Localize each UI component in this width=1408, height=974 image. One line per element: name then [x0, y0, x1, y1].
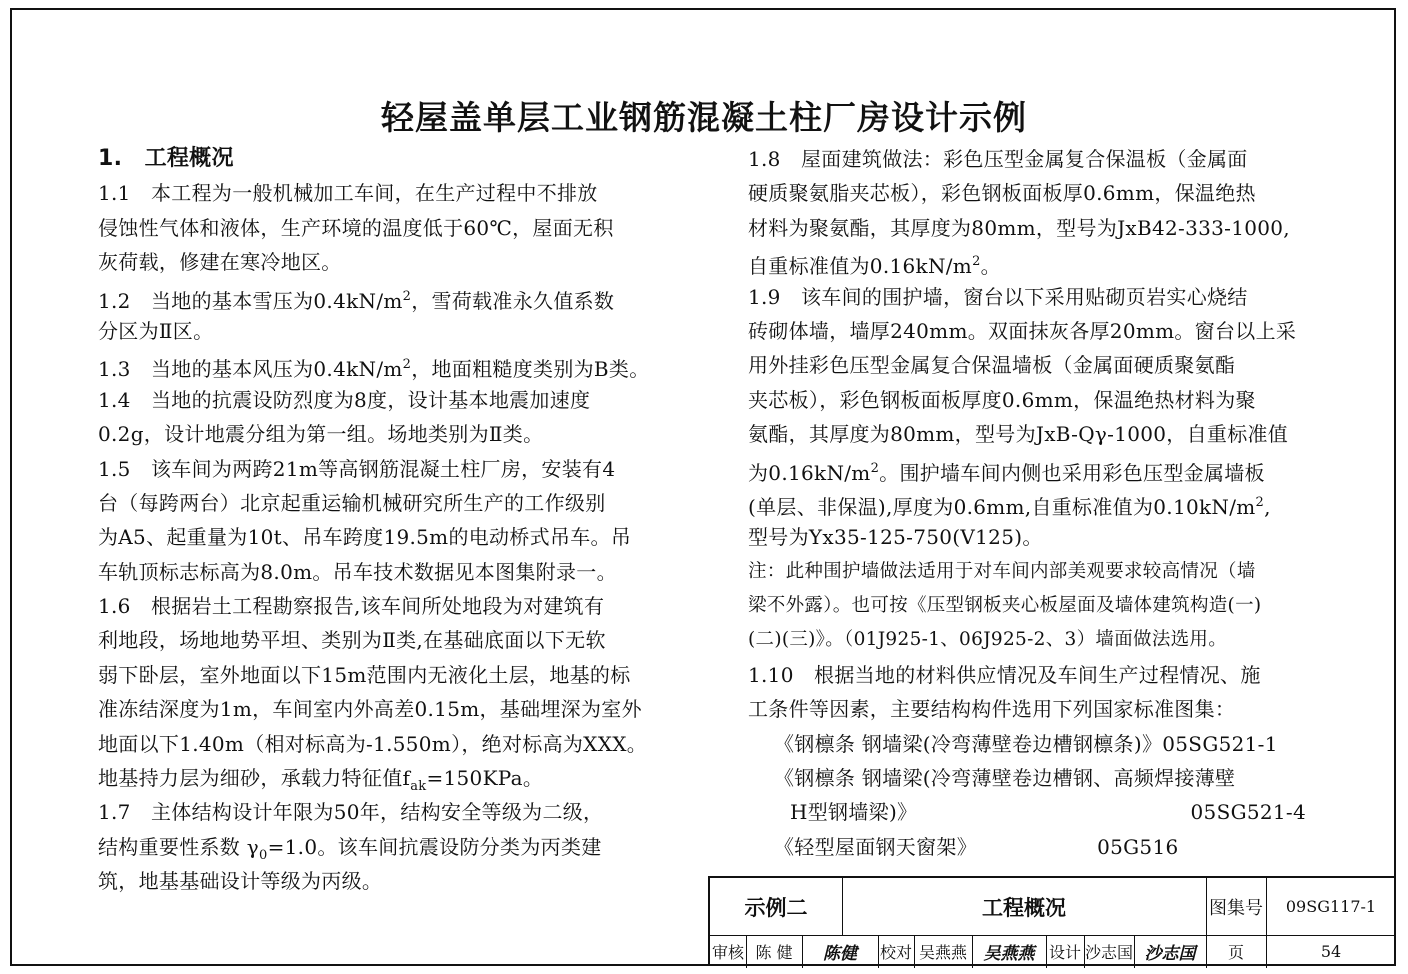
- reviewer-signature: 陈健: [823, 944, 857, 964]
- standard-ref: H型钢墙梁)》 05SG521-4: [790, 800, 1306, 825]
- standard-ref: 《钢檩条 钢墙梁(冷弯薄壁卷边槽钢檩条)》05SG521-1: [774, 731, 1278, 756]
- text-line: 1.3 当地的基本风压为$0.4kN/m^2$，地面粗糙度类别为B类。: [98, 357, 650, 382]
- text-line: 为A5、起重量为10t、吊车跨度19.5m的电动桥式吊车。吊: [98, 525, 632, 550]
- text-line: 车轨顶标志标高为8.0m。吊车技术数据见本图集附录一。: [98, 559, 617, 584]
- text-line: 1.9 该车间的围护墙，窗台以下采用贴砌页岩实心烧结: [748, 284, 1248, 309]
- text-line: 工条件等因素，主要结构构件选用下列国家标准图集：: [748, 697, 1236, 722]
- text-line: 结构重要性系数 $\gamma_0=1.0$。该车间抗震设防分类为丙类建: [98, 834, 602, 863]
- text-line: 型号为Yx35-125-750(V125)。: [748, 525, 1043, 550]
- text-line: 1.5 该车间为两跨21m等高钢筋混凝土柱厂房，安装有4: [98, 456, 616, 481]
- text-line: 1.10 根据当地的材料供应情况及车间生产过程情况、施: [748, 662, 1261, 687]
- page-number: 54: [1320, 942, 1342, 961]
- text-line: 1.2 当地的基本雪压为$0.4kN/m^2$，雪荷载准永久值系数: [98, 288, 615, 313]
- text-line: 台（每跨两台）北京起重运输机械研究所生产的工作级别: [98, 490, 606, 515]
- designer-name: 沙志国: [1084, 943, 1133, 962]
- right-column: [748, 142, 1318, 864]
- text-line: 砖砌体墙，墙厚240mm。双面抹灰各厚20mm。窗台以上采: [748, 318, 1297, 343]
- text-line: (单层、非保温),厚度为0.6mm,自重标准值为$0.10kN/m^2$,: [748, 494, 1271, 519]
- text-line: 分区为Ⅱ区。: [98, 318, 214, 343]
- text-line: 0.2g，设计地震分组为第一组。场地类别为Ⅱ类。: [98, 422, 544, 447]
- text-line: 利地段，场地地势平坦、类别为Ⅱ类,在基础底面以下无软: [98, 628, 606, 653]
- text-line: 准冻结深度为1m，车间室内外高差0.15m，基础埋深为室外: [98, 697, 642, 722]
- sheet-title: 工程概况: [982, 895, 1066, 920]
- design-label: 设计: [1048, 943, 1081, 962]
- text-line: 1.4 当地的抗震设防烈度为8度，设计基本地震加速度: [98, 387, 591, 412]
- left-column: [98, 142, 668, 899]
- text-line: 用外挂彩色压型金属复合保温墙板（金属面硬质聚氨酯: [748, 353, 1236, 378]
- checker-signature: 吴燕燕: [983, 944, 1035, 964]
- reviewer-name: 陈 健: [755, 943, 793, 962]
- example-label: 示例二: [744, 895, 808, 920]
- text-line: 自重标准值为$0.16kN/m^2$。: [748, 254, 1001, 279]
- note-line: (二)(三)》。（01J925-1、06J925-2、3）墙面做法选用。: [748, 629, 1228, 651]
- text-line: 1.7 主体结构设计年限为50年，结构安全等级为二级，: [98, 800, 604, 825]
- note-line: 梁不外露）。也可按《压型钢板夹心板屋面及墙体建筑构造(一): [748, 595, 1262, 617]
- text-line: 地基持力层为细砂，承载力特征值$f_{ak}=150KPa$。: [98, 766, 544, 795]
- title-block: [708, 876, 1396, 966]
- text-line: 侵蚀性气体和液体，生产环境的温度低于60℃，屋面无积: [98, 215, 614, 240]
- text-line: 弱下卧层，室外地面以下15m范围内无液化土层，地基的标: [98, 662, 631, 687]
- note-line: 注：此种围护墙做法适用于对车间内部美观要求较高情况（墙: [748, 560, 1256, 582]
- standard-ref: 《轻型屋面钢天窗架》 05G516: [774, 834, 1179, 859]
- text-line: 1.1 本工程为一般机械加工车间，在生产过程中不排放: [98, 181, 598, 206]
- text-line: 地面以下1.40m（相对标高为-1.550m），绝对标高为XXX。: [98, 731, 648, 756]
- text-line: 灰荷载，修建在寒冷地区。: [98, 250, 342, 275]
- atlas-label: 图集号: [1209, 897, 1263, 919]
- designer-signature: 沙志国: [1144, 944, 1196, 964]
- text-line: 为$0.16kN/m^2$。围护墙车间内侧也采用彩色压型金属墙板: [748, 460, 1265, 485]
- checker-name: 吴燕燕: [918, 943, 967, 962]
- review-label: 审核: [711, 943, 744, 962]
- check-label: 校对: [879, 943, 912, 962]
- text-line: 1.6 根据岩土工程勘察报告,该车间所处地段为对建筑有: [98, 594, 605, 619]
- standard-ref: 《钢檩条 钢墙梁(冷弯薄壁卷边槽钢、高频焊接薄壁: [774, 766, 1236, 791]
- text-line: 筑，地基基础设计等级为丙级。: [98, 869, 383, 894]
- text-line: 硬质聚氨脂夹芯板），彩色钢板面板厚0.6mm，保温绝热: [748, 181, 1256, 206]
- text-line: 氨酯，其厚度为80mm，型号为JxB-Qγ-1000，自重标准值: [748, 422, 1289, 447]
- text-line: 材料为聚氨酯，其厚度为80mm，型号为JxB42-333-1000,: [748, 215, 1290, 240]
- section-heading: 1. 工程概况: [98, 146, 234, 171]
- text-line: 1.8 屋面建筑做法：彩色压型金属复合保温板（金属面: [748, 147, 1248, 171]
- page-title: 轻屋盖单层工业钢筋混凝土柱厂房设计示例: [381, 98, 1027, 137]
- atlas-number: 09SG117-1: [1285, 897, 1377, 916]
- page-label: 页: [1227, 943, 1244, 962]
- text-line: 夹芯板），彩色钢板面板厚度0.6mm，保温绝热材料为聚: [748, 387, 1256, 412]
